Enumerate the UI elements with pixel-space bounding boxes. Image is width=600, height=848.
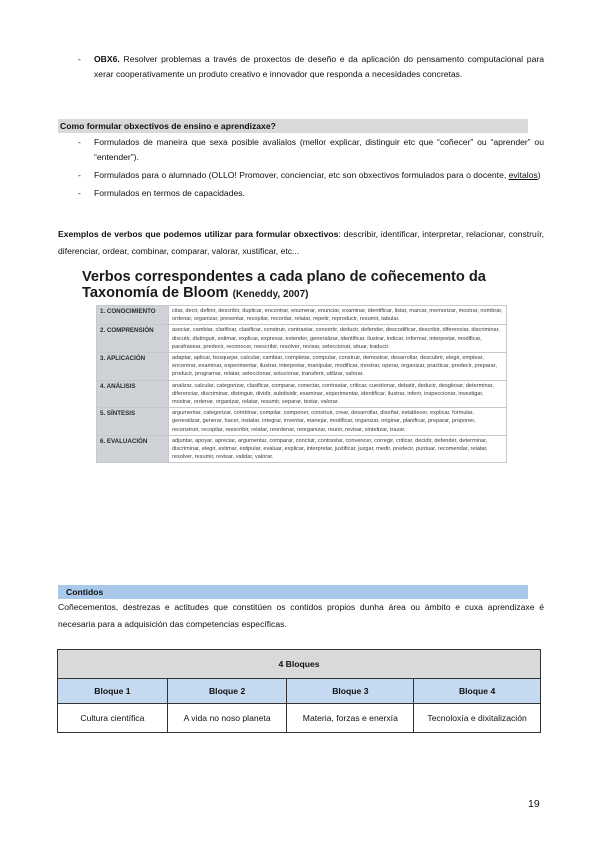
bloom-row bbox=[97, 380, 507, 408]
bloom-level: 4. ANÁLISIS bbox=[97, 380, 169, 408]
contidos-paragraph: Coñecementos, destrezas e actitudes que constitúen os contidos propios dunha área ou ámbito e cuxa aprendizaxe é necesaria para a adquisición das competencias específicas. bbox=[58, 602, 544, 629]
bloom-figure bbox=[80, 265, 508, 562]
bloque-value: A vida no noso planeta bbox=[167, 704, 287, 733]
bloom-verbs: analizar, calcular, categorizar, clasificar, comparar, conectar, contrastar, criticar, cuestionar, debatir, deducir, desglosar, determinar, diferenciar, discriminar, distinguir, dividir, subdividir, examinar, experimentar, identificar, ilustrar, inferir, inspeccionar, investigar, mostrar, ordenar, organizar, relatar, resumir, separar, testar, valorar. bbox=[169, 380, 507, 408]
bloque-header: Bloque 1 bbox=[58, 679, 168, 704]
bloom-row bbox=[97, 435, 507, 463]
bloom-verbs: argumentar, categorizar, combinar, compilar, componer, construir, crear, desarrollar, diseñar, establecer, explicar, formular, generalizar, generar, hacer, instalar, integrar, inventar, manejar, modificar, organizar, originar, planificar, preparar, proponer, reconstruir, recopilar, reescribir, relatar, reordenar, reorganizar, reunir, revisar, sintetizar, trazar. bbox=[169, 408, 507, 436]
page-number: 19 bbox=[528, 798, 540, 810]
bloom-verbs: adjuntar, apoyar, apreciar, argumentar, comparar, concluir, contrastar, convencer, corregir, criticar, decidir, defender, determinar, discriminar, elegir, estimar, estipular, evaluar, explicar, interpretar, justificar, juzgar, medir, predecir, puntuar, recomendar, relatar, resolver, resumir, revisar, validar, valorar. bbox=[169, 435, 507, 463]
bloom-source: (Keneddy, 2007) bbox=[232, 289, 309, 300]
exemplos-paragraph bbox=[58, 226, 544, 260]
bloom-table bbox=[96, 305, 507, 463]
formular-item-2-text: Formulados para o alumnado (OLLO! Promover, concienciar, etc son obxectivos formulados para o docente, bbox=[94, 170, 509, 180]
formular-heading: Como formular obxectivos de ensino e aprendizaxe? bbox=[58, 119, 528, 133]
bloque-value: Materia, forzas e enerxía bbox=[287, 704, 414, 733]
bloque-header: Bloque 4 bbox=[414, 679, 541, 704]
contidos-heading: Contidos bbox=[58, 585, 528, 599]
bloque-header: Bloque 2 bbox=[167, 679, 287, 704]
obx6-item bbox=[78, 52, 544, 82]
formular-item-2 bbox=[78, 168, 544, 183]
bloom-level: 6. EVALUACIÓN bbox=[97, 435, 169, 463]
bloom-level: 5. SÍNTESIS bbox=[97, 408, 169, 436]
formular-item-3: - Formulados en termos de capacidades. bbox=[78, 186, 544, 201]
bloom-level: 3. APLICACIÓN bbox=[97, 353, 169, 381]
bloques-table bbox=[57, 649, 541, 733]
bloques-title: 4 Bloques bbox=[58, 650, 541, 679]
bloom-row bbox=[97, 306, 507, 325]
bloque-header: Bloque 3 bbox=[287, 679, 414, 704]
bloom-verbs: citar, decir, definir, describir, duplicar, encontrar, enumerar, enunciar, examinar, identificar, listar, marcar, memorizar, mostrar, nombrar, ordenar, organizar, presentar, recopilar, recordar, relatar, repetir, reproducir, resumir, tabular. bbox=[169, 306, 507, 325]
bloom-verbs: asociar, cambiar, clarificar, clasificar, construir, contrastar, convertir, deducir, defender, descodificar, describir, diferenciar, discriminar, discutir, distinguir, estimar, explicar, expresar, extender, generalizar, identificar, ilustrar, indicar, informar, interpretar, modificar, parafrasear, predecir, reconocer, reescribir, resolver, revisar, seleccionar, situar, traducir. bbox=[169, 325, 507, 353]
obx6-text: Resolver problemas a través de proxectos de deseño e da aplicación do pensamento computacional para xerar cooperativamente un produto creativo e innovador que responda a necesidades concretas. bbox=[94, 54, 544, 79]
bloom-title-text: Verbos correspondentes a cada plano de coñecemento da Taxonomía de Bloom bbox=[82, 269, 486, 301]
evitalos-link[interactable]: evitalos bbox=[508, 170, 538, 180]
bloom-level: 1. CONOCIMIENTO bbox=[97, 306, 169, 325]
formular-list bbox=[78, 135, 544, 204]
bloom-row bbox=[97, 325, 507, 353]
bloom-title bbox=[82, 269, 506, 303]
bloom-row bbox=[97, 353, 507, 381]
formular-item-1: - Formulados de maneira que sexa posible avalialos (mellor explicar, distinguir etc que “coñecer” ou “aprender” ou “entender”). bbox=[78, 135, 544, 165]
bloom-verbs: adaptar, aplicar, bosquejar, calcular, cambiar, completar, computar, construir, demostrar, desarrollar, descubrir, elegir, emplear, encontrar, examinar, experimentar, ilustrar, interpretar, manipular, modificar, mostrar, operar, organizar, practicar, predecir, preparar, producir, programar, relatar, seleccionar, solucionar, transferir, utilizar, valorar. bbox=[169, 353, 507, 381]
bloom-row bbox=[97, 408, 507, 436]
exemplos-rest: : describir, identificar, interpretar, relacionar, construír, diferenciar, ordear, combinar, comparar, valorar, xustificar, etc... bbox=[58, 229, 544, 256]
obx6-label: OBX6. bbox=[94, 54, 120, 64]
bloque-value: Tecnoloxía e dixitalización bbox=[414, 704, 541, 733]
exemplos-lead: Exemplos de verbos que podemos utilizar para formular obxectivos bbox=[58, 229, 339, 239]
bloom-level: 2. COMPRENSIÓN bbox=[97, 325, 169, 353]
bloque-value: Cultura científica bbox=[58, 704, 168, 733]
obx6-list bbox=[78, 52, 544, 85]
formular-item-2-end: ) bbox=[537, 170, 541, 180]
